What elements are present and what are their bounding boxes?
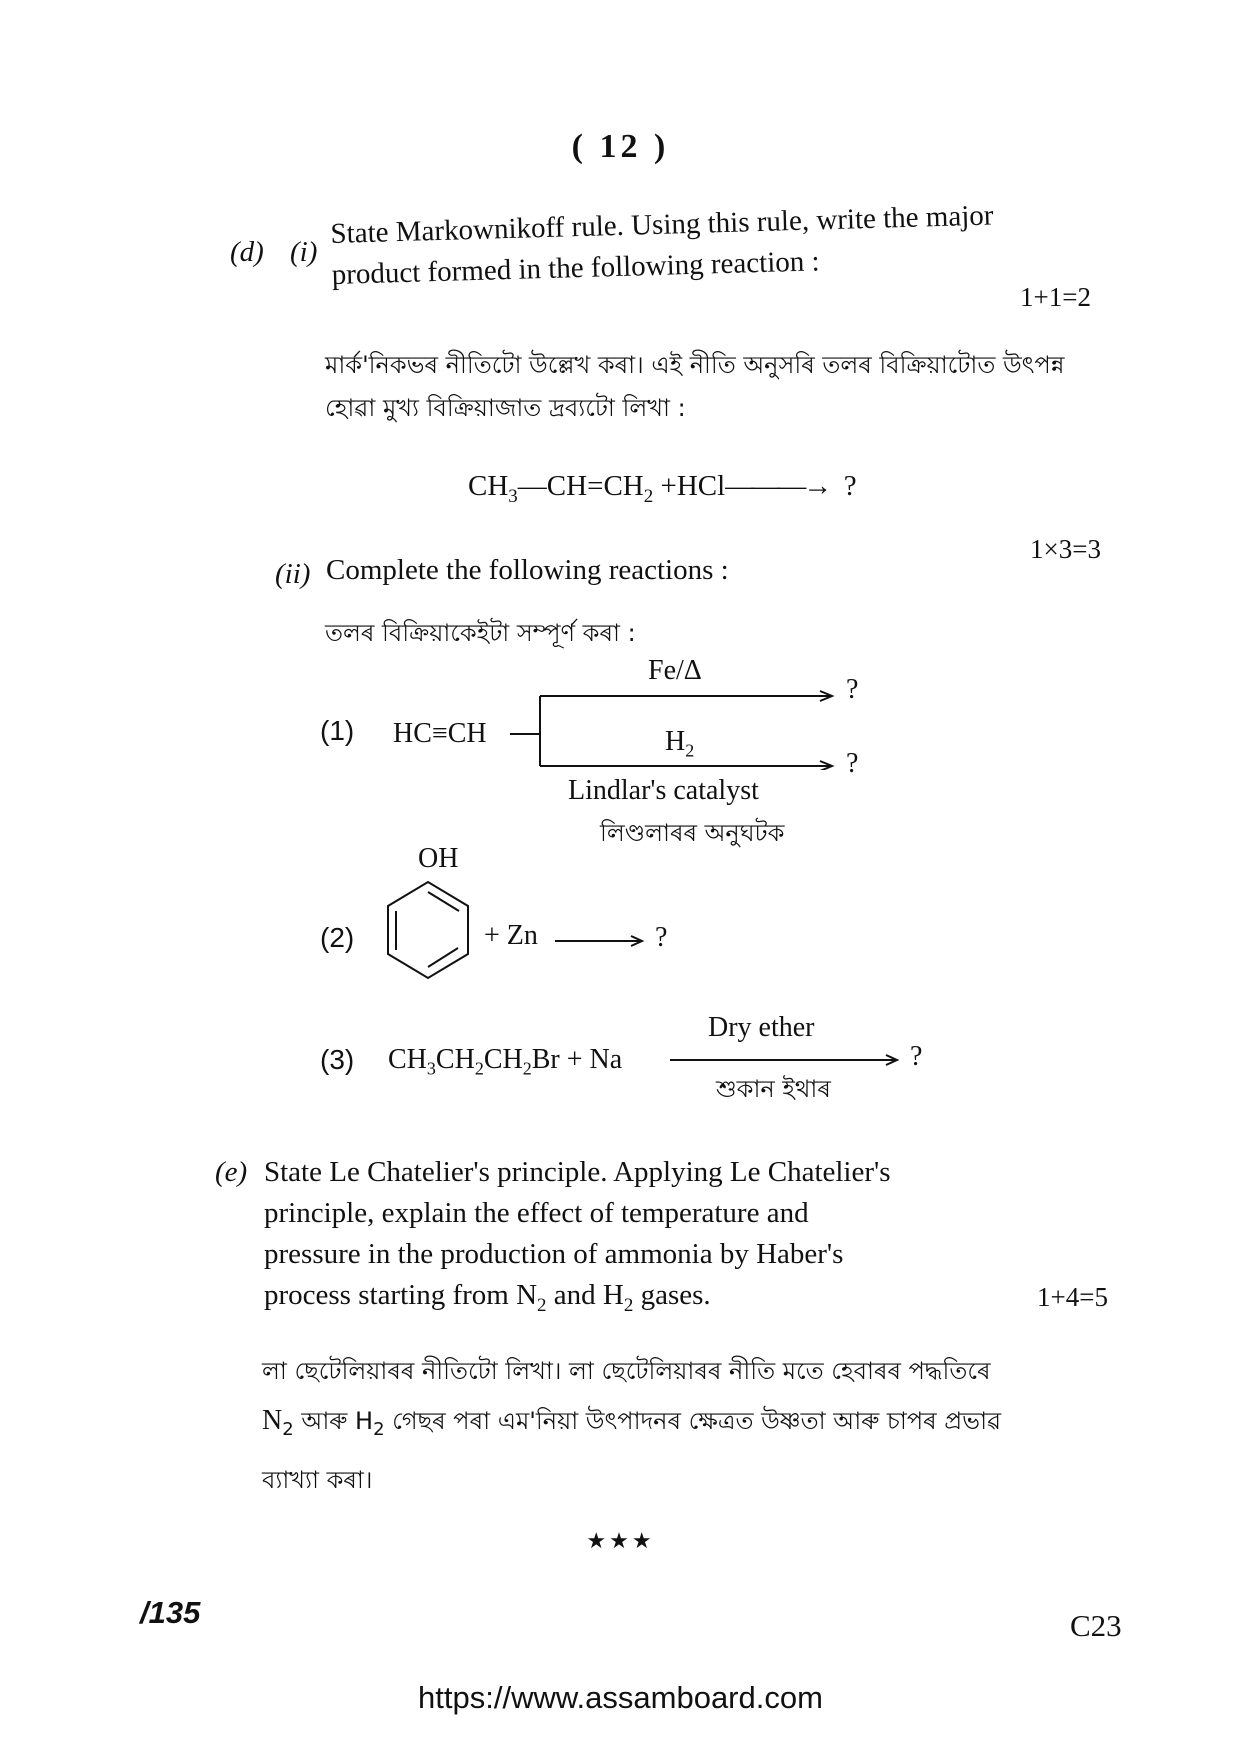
reaction-2-number: (2) xyxy=(320,922,355,953)
footer-left-code: /135 xyxy=(140,1595,201,1630)
phenol-benzene-ring xyxy=(378,878,478,988)
reaction-3-number: (3) xyxy=(320,1044,355,1075)
reaction-1-top-condition: Fe/Δ xyxy=(648,655,702,686)
source-url-link[interactable]: https://www.assamboard.com xyxy=(418,1680,823,1715)
reaction-1-number: (1) xyxy=(320,715,355,746)
reaction-3-arrow xyxy=(670,1053,900,1067)
page-number: ( 12 ) xyxy=(571,128,670,165)
reaction-3-condition-assamese: শুকান ইথাৰ xyxy=(716,1075,831,1103)
reaction-2-reagent: + Zn xyxy=(484,920,538,951)
reaction-1-top-product: ? xyxy=(846,674,859,705)
footer-right-code: C23 xyxy=(1070,1608,1122,1643)
question-e-line-2: principle, explain the effect of temperature and xyxy=(264,1197,809,1229)
question-e-assamese-line-1: লা ছেটেলিয়াৰৰ নীতিটো লিখা। লা ছেটেলিয়াৰৰ নীতি মতে হেবাৰৰ পদ্ধতিৰে xyxy=(262,1357,991,1385)
reaction-1-reactant: HC≡CH xyxy=(393,718,487,749)
reaction-2-product: ? xyxy=(655,922,668,953)
question-e-assamese-line-2: $N_2$ আৰু $H_2$ গেছৰ পৰা এম'নিয়া উৎপাদনৰ ক্ষেত্ৰত উষ্ণতা আৰু চাপৰ প্ৰভাৱ xyxy=(262,1405,1002,1440)
reaction-1-catalyst: Lindlar's catalyst xyxy=(568,775,759,806)
question-d-i-marks: 1+1=2 xyxy=(1020,282,1091,312)
reaction-1-bottom-reagent: $H_2$ xyxy=(665,726,695,761)
question-e-assamese xyxy=(262,1346,1082,1505)
question-e-label: (e) xyxy=(215,1156,248,1188)
end-stars: ★★★ xyxy=(586,1528,655,1553)
reaction-3-condition: Dry ether xyxy=(708,1012,815,1043)
question-d-ii-assamese: তলৰ বিক্ৰিয়াকেইটা সম্পূৰ্ণ কৰা : xyxy=(325,619,636,647)
reaction-equation: $CH_3—CH=CH_2$ +HCl———→ ? xyxy=(468,470,857,507)
question-e-marks: 1+4=5 xyxy=(1037,1282,1108,1312)
question-d-i-text: State Markownikoff rule. Using this rule, write the major product formed in the following reaction : xyxy=(330,199,994,292)
question-d-i-label: (i) xyxy=(290,236,318,268)
question-e-assamese-line-3: ব্যাখ্যা কৰা। xyxy=(262,1465,373,1494)
question-d-ii-label: (ii) xyxy=(275,558,311,590)
reaction-3-product: ? xyxy=(910,1041,923,1072)
phenol-oh-label: OH xyxy=(418,843,459,874)
reaction-3-reactants: $CH_3CH_2CH_2Br + Na$ xyxy=(388,1044,623,1079)
question-d-i-assamese: মাৰ্ক'নিকভৰ নীতিটো উল্লেখ কৰা। এই নীতি অনুসৰি তলৰ বিক্ৰিয়াটোত উৎপন্ন হোৱা মুখ্য বিক্ৰিয়াজাত দ্ৰব্যটো লিখা : xyxy=(325,351,1065,423)
question-d-ii-text: Complete the following reactions : xyxy=(326,554,729,586)
reaction-1-bottom-product: ? xyxy=(846,748,859,779)
question-d-label: (d) xyxy=(230,236,264,268)
question-e-text xyxy=(264,1152,1076,1316)
question-e-line-1: State Le Chatelier's principle. Applying Le Chatelier's xyxy=(264,1156,891,1188)
question-d-ii-marks: 1×3=3 xyxy=(1030,534,1101,564)
reaction-1-catalyst-assamese: লিণ্ডলাৰৰ অনুঘটক xyxy=(600,819,785,847)
reaction-2-arrow xyxy=(555,934,645,948)
question-e-line-3: pressure in the production of ammonia by Haber's xyxy=(264,1238,844,1270)
question-e-line-4: process starting from $N_2$ and $H_2$ gases. xyxy=(264,1279,711,1316)
